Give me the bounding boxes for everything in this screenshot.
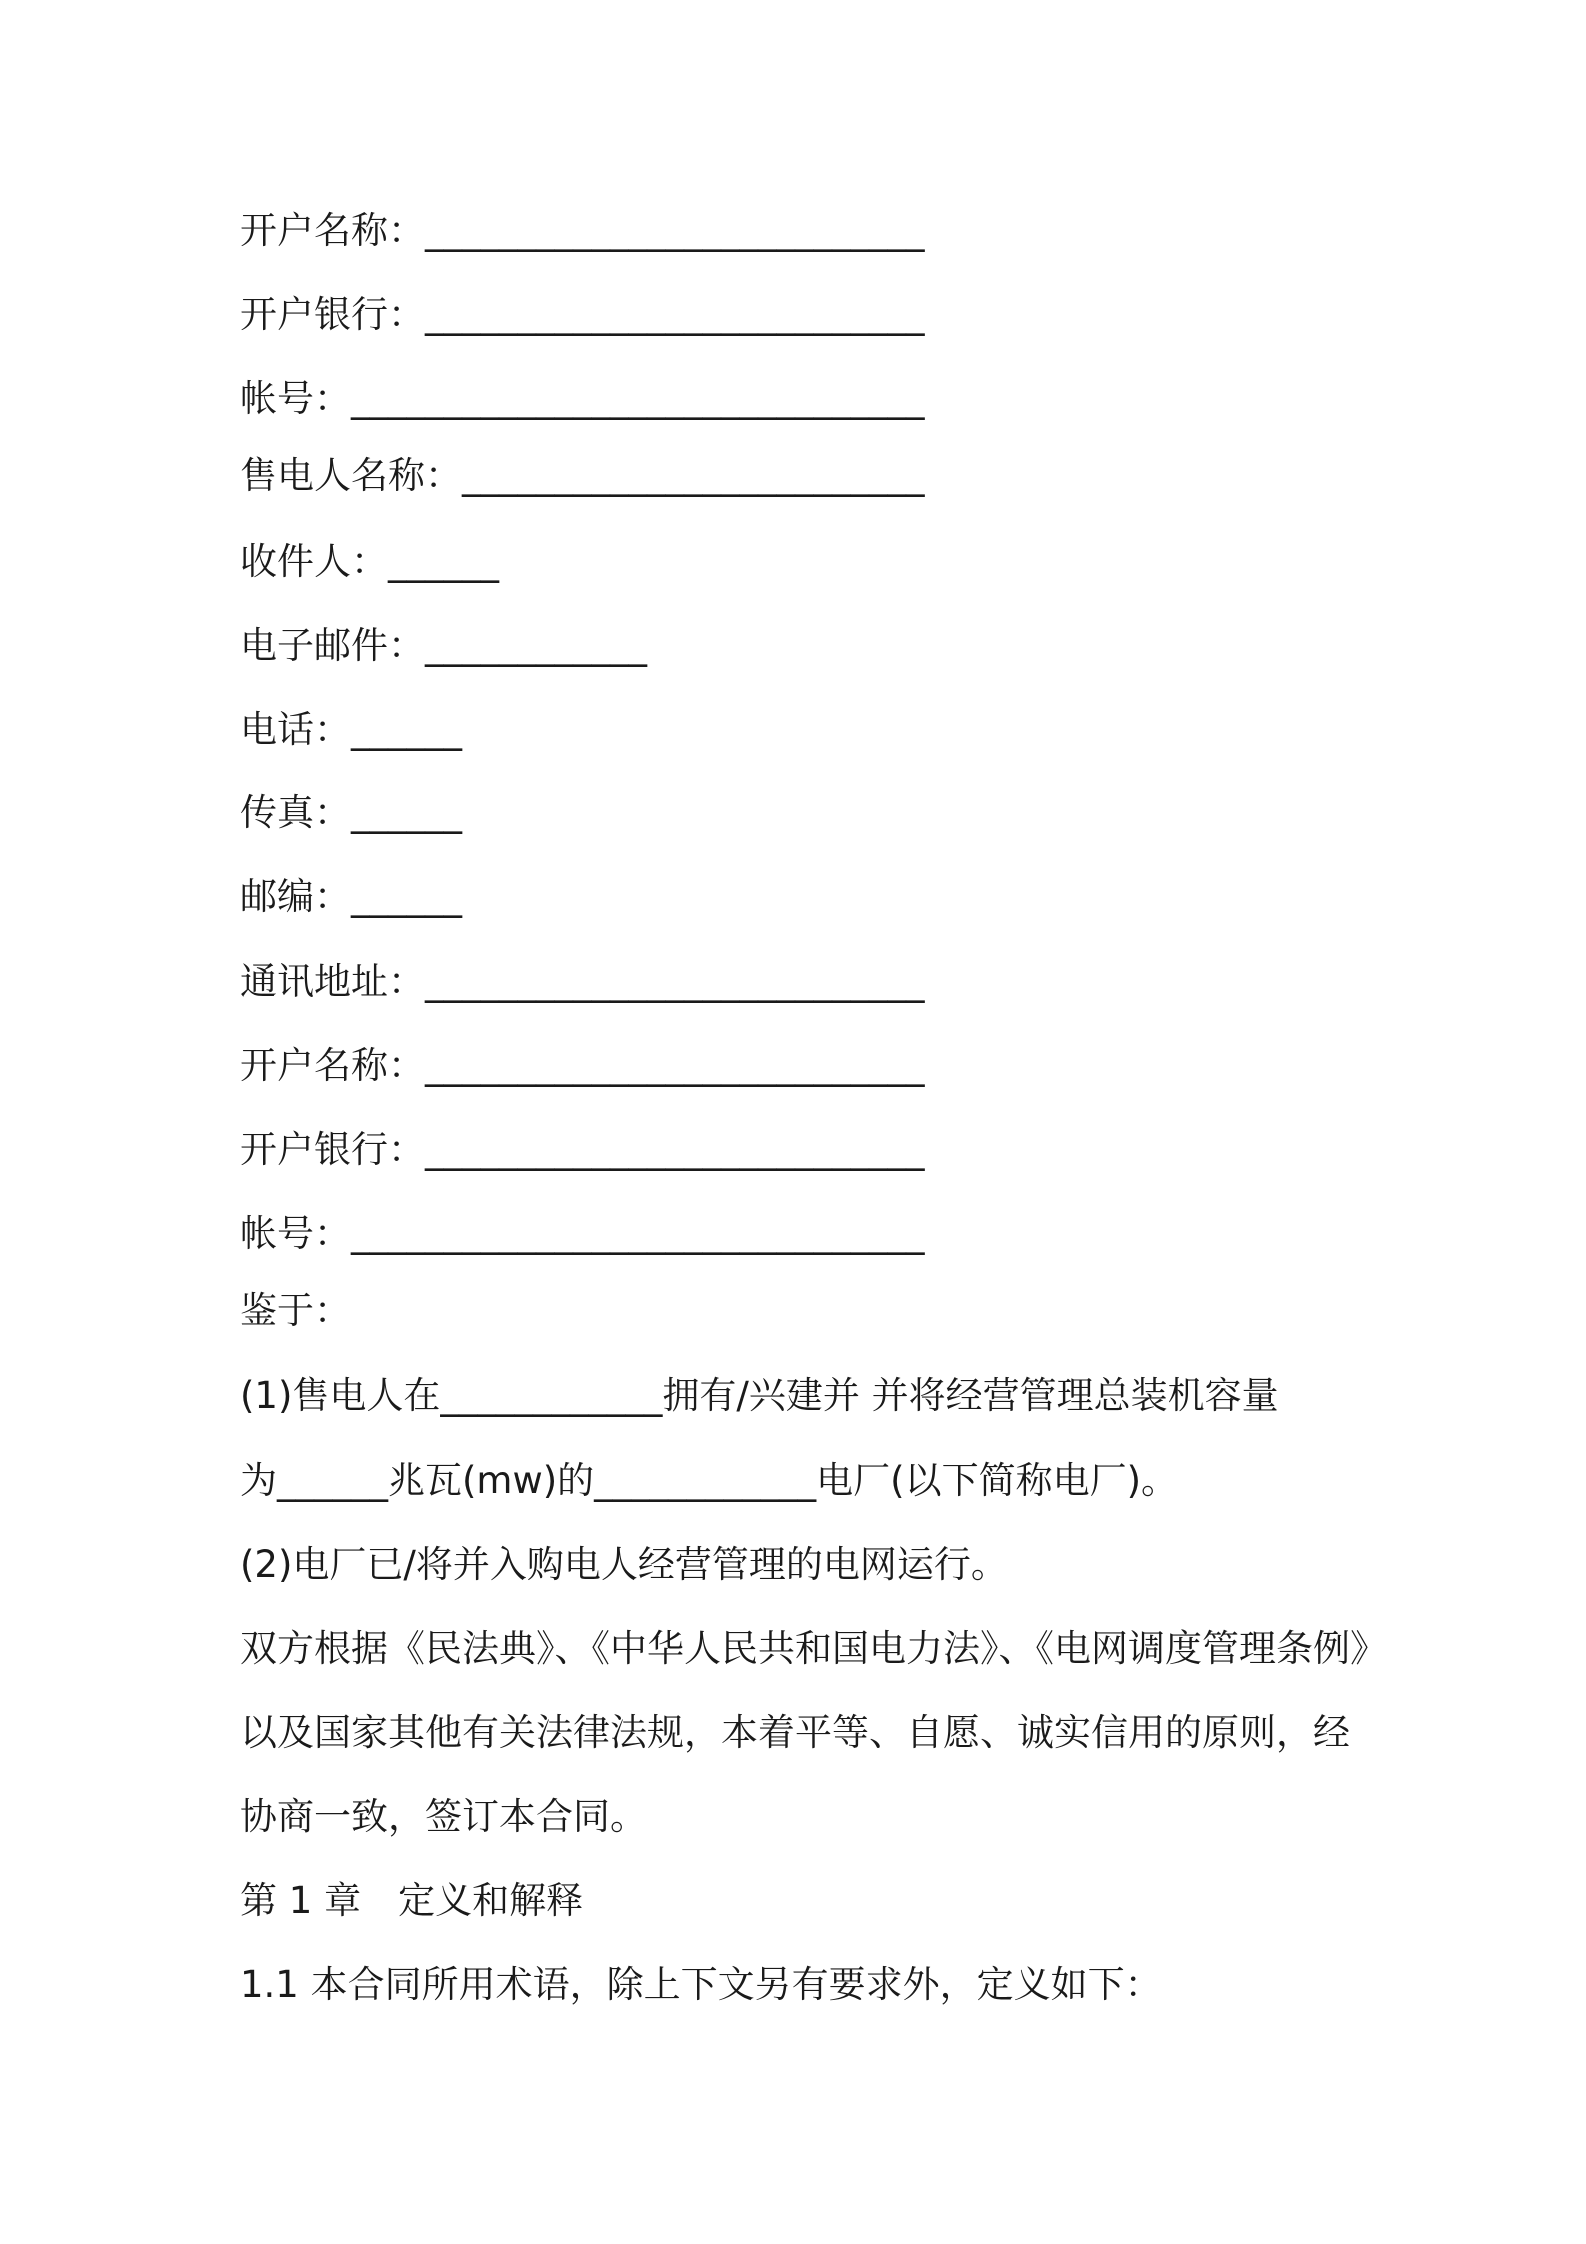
chapter-1-heading: 第 1 章 定义和解释 <box>240 1879 584 1922</box>
seller-name-field: 售电人名称：_________________________ <box>240 454 925 497</box>
account-number-field-1: 帐号：_______________________________ <box>240 377 925 420</box>
basis-paragraph-line-3: 协商一致，签订本合同。 <box>240 1795 647 1838</box>
fax-field: 传真：______ <box>240 791 462 834</box>
recital-1-line-1: (1)售电人在____________拥有/兴建并 并将经营管理总装机容量 <box>240 1374 1279 1417</box>
account-number-field-2: 帐号：_______________________________ <box>240 1212 925 1255</box>
phone-field: 电话：______ <box>240 708 462 751</box>
basis-paragraph-line-2: 以及国家其他有关法律法规，本着平等、自愿、诚实信用的原则，经 <box>240 1711 1350 1754</box>
basis-paragraph-line-1: 双方根据《民法典》、《中华人民共和国电力法》、《电网调度管理条例》 <box>240 1627 1387 1670</box>
clause-1-1: 1.1 本合同所用术语，除上下文另有要求外，定义如下： <box>240 1963 1162 2006</box>
bank-name-field-1: 开户银行：___________________________ <box>240 293 925 336</box>
whereas-heading: 鉴于： <box>240 1289 351 1332</box>
account-name-field-1: 开户名称：___________________________ <box>240 209 925 252</box>
email-field: 电子邮件：____________ <box>240 624 647 667</box>
recipient-field: 收件人：______ <box>240 540 499 583</box>
postcode-field: 邮编：______ <box>240 875 462 918</box>
bank-name-field-2: 开户银行：___________________________ <box>240 1128 925 1171</box>
recital-1-line-2: 为______兆瓦(mw)的____________电厂(以下简称电厂)。 <box>240 1459 1179 1502</box>
mailing-address-field: 通讯地址：___________________________ <box>240 960 925 1003</box>
recital-2: (2)电厂已/将并入购电人经营管理的电网运行。 <box>240 1543 1008 1586</box>
account-name-field-2: 开户名称：___________________________ <box>240 1044 925 1087</box>
